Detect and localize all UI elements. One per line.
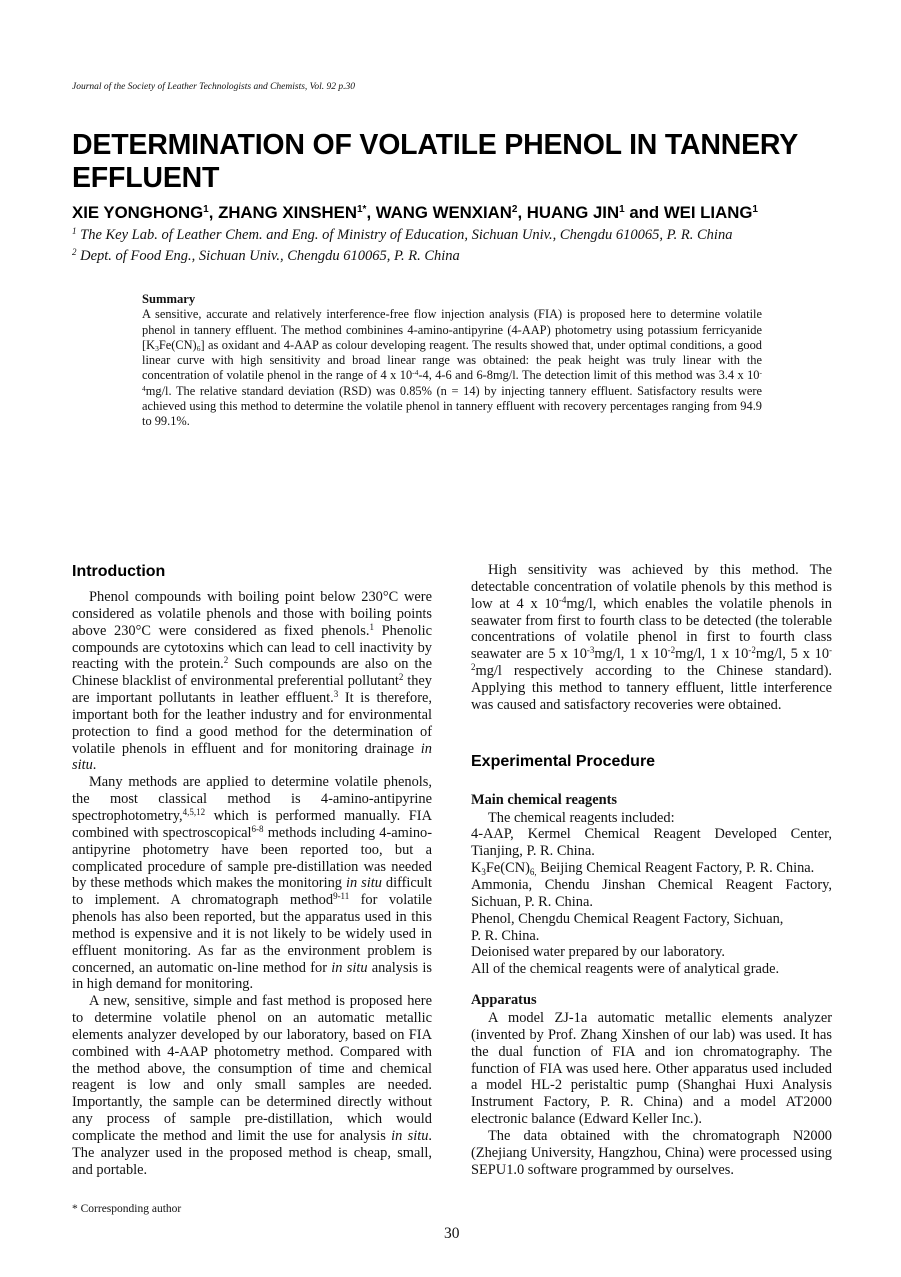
author-name: WEI LIANG [663, 203, 753, 222]
text-run: mg/l, 1 x 10 [594, 646, 668, 663]
text-run: Fe(CN) [158, 337, 197, 352]
text-run: Phenolic compounds are cytotoxins which can lead to cell inactivity by reacting with the protein. [72, 622, 432, 673]
left-column [72, 562, 432, 1179]
subscript: 6 [196, 343, 201, 353]
apparatus-paragraph-1: A model ZJ-1a automatic metallic elements analyzer (invented by Prof. Zhang Xinshen of our lab) was used. It has the dual function of FIA and ion chromatography. The function of FIA was used here. Other apparatus used included a model HL-2 peristaltic pump (Shanghai Huxi Analysis Instrument Factory, P. R. China) and a model AT2000 electronic balance (Edward Keller Inc.). [471, 1010, 832, 1128]
text-run: Phenol compounds with boiling point below 230°C were considered as volatile phenols and those with boiling points above 230°C were considered as fixed phenols. [72, 589, 432, 639]
author-affiliation-mark: 2 [511, 204, 518, 215]
superscript: -2 [667, 645, 676, 656]
text-run: -4, 4-6 and 6-8mg/l. The detection limit of this method was 3.4 x 10 [418, 368, 760, 383]
reagents-heading: Main chemical reagents [471, 791, 618, 808]
text-run: difficult to implement. A chromatograph method [72, 875, 432, 909]
text-run: ] as oxidant and 4-AAP as colour developing reagent. The results showed that, under optimal conditions, a good linear curve with high sensitivity and broad linear range was obtained: the peak height was truly linear with the concentration of volatile phenol in the range of 4 x 10 [142, 337, 762, 383]
text-run: mg/l. The relative standard deviation (RSD) was 0.85% (n = 14) by injecting tannery effluent. Satisfactory results were achieved using this method to determine the volatile phenol in tannery effluent with recovery percentages ranging from 94.9 to 99.1%. [142, 383, 762, 429]
text-run: mg/l respectively according to the Chinese standard). Applying this method to tannery effluent, little interference was caused and satisfactory recoveries were obtained. [471, 663, 832, 713]
apparatus-heading: Apparatus [471, 992, 537, 1009]
text-run: It is therefore, important both for the leather industry and for environmental protection to find a good method for the determination of volatile phenols in effluent and for monitoring drainage [72, 690, 432, 757]
text-run: A sensitive, accurate and relatively interference-free flow injection analysis (FIA) is proposed here to determine volatile phenol in tannery effluent. The method combinines 4-amino-antipyrine (4-AAP) photometry using potassium ferricyanide [K [142, 307, 762, 352]
text-run: High sensitivity was achieved by this method. The detectable concentration of volatile phenols by this method is low at 4 x 10 [471, 562, 832, 612]
superscript: -2 [471, 645, 833, 673]
italic-term: in situ [391, 1128, 429, 1144]
summary-text [142, 307, 762, 429]
subscript: 6, [529, 867, 537, 878]
subscript: 3 [481, 867, 486, 878]
text-run: Such compounds are also on the Chinese blacklist of environmental preferential pollutant [72, 656, 432, 690]
affiliation-text: The Key Lab. of Leather Chem. and Eng. of Ministry of Education, Sichuan Univ., Chengdu 610065, P. R. China [76, 227, 733, 243]
text-run: which is performed manually. FIA combined with spectroscopical [72, 807, 432, 841]
superscript: -3 [586, 645, 595, 656]
text-run: they are important pollutants in leather effluent. [72, 673, 433, 707]
reagent-item: Deionised water prepared by our laboratory. [471, 944, 725, 961]
text-run: mg/l, which enables the volatile phenols in seawater from first to fourth class to be detected (the tolerable concentrations of volatile phenol in first to fourth class seawater are 5 x 10 [471, 595, 832, 663]
text-run: A new, sensitive, simple and fast method is proposed here to determine volatile phenol on an automatic metallic elements analyzer developed by our laboratory, based on FIA combined with 4-AAP photometry method. Compared with the method above, the consumption of time and chemical reagent is low and only small samples are needed. Importantly, the sample can be determined directly without any process of sample pre-distillation, which would complicate the method and limit the use for analysis [72, 993, 432, 1144]
experimental-heading: Experimental Procedure [471, 752, 656, 770]
author-affiliation-mark: 1 [203, 204, 209, 215]
author-name: HUANG JIN [526, 203, 620, 222]
introduction-heading: Introduction [72, 563, 166, 580]
text-run: for volatile phenols has also been reported, but the apparatus used in this method is expensive and it is not likely to be widely used in effluent monitoring. As far as the environment problem is concerned, an automatic on-line method for [72, 892, 432, 976]
affiliation-1 [72, 227, 732, 244]
subscript: 3 [155, 343, 159, 353]
citation-ref: 3 [333, 689, 339, 700]
text-run: Fe(CN) [485, 860, 530, 877]
author-name: XIE YONGHONG [72, 203, 204, 222]
italic-term: in situ [345, 875, 382, 892]
affiliation-text: Dept. of Food Eng., Sichuan Univ., Chengdu 610065, P. R. China [76, 248, 460, 264]
intro-paragraph-3 [72, 993, 432, 1178]
intro-paragraph-4 [471, 562, 832, 714]
citation-ref: 6-8 [251, 823, 264, 834]
citation-ref: 2 [398, 672, 404, 683]
affiliation-mark: 1 [72, 226, 77, 236]
italic-term: in situ [331, 959, 368, 976]
text-run: Phenol, Chengdu Chemical Reagent Factory, Sichuan, [471, 910, 784, 927]
author-separator: , [208, 203, 219, 222]
summary-block [142, 292, 762, 430]
author-affiliation-mark: 1 [752, 204, 758, 215]
author-separator: , [366, 203, 376, 222]
citation-ref: 1 [369, 621, 374, 632]
reagent-item [471, 911, 832, 945]
citation-ref: 2 [223, 655, 229, 666]
author-name: WANG WENXIAN [375, 203, 512, 222]
text-run: . The analyzer used in the proposed method is cheap, small, and portable. [72, 1128, 433, 1178]
author-affiliation-mark: 1* [356, 204, 367, 215]
affiliation-2 [72, 248, 460, 265]
affiliation-mark: 2 [72, 247, 77, 257]
reagents-intro: The chemical reagents included: [488, 809, 675, 826]
author-name: ZHANG XINSHEN [218, 203, 357, 222]
italic-term: in situ [72, 740, 432, 774]
superscript: -4 [558, 594, 567, 605]
text-run: methods including 4-amino-antipyrine photometry have been reported too, but a complicated procedure of sample pre-distillation was needed by these methods which makes the monitoring [72, 824, 433, 892]
text-run: Beijing Chemical Reagent Factory, P. R. China. [536, 860, 815, 877]
reagent-item [471, 860, 832, 877]
intro-paragraph-2 [72, 774, 432, 993]
citation-ref: 9-11 [333, 891, 350, 902]
superscript: -2 [748, 645, 756, 656]
text-run: mg/l, 5 x 10 [755, 646, 830, 663]
apparatus-paragraph-2: The data obtained with the chromatograph N2000 (Zhejiang University, Hangzhou, China) were processed using SEPU1.0 software programmed by ourselves. [471, 1127, 832, 1178]
text-run: . [92, 757, 97, 774]
corresponding-author-footnote: * Corresponding author [72, 1203, 182, 1215]
text-run: mg/l, 1 x 10 [675, 646, 749, 663]
article-title: DETERMINATION OF VOLATILE PHENOL IN TANNERY EFFLUENT [72, 129, 798, 194]
reagent-item: Ammonia, Chendu Jinshan Chemical Reagent Factory, Sichuan, P. R. China. [471, 876, 832, 910]
citation-ref: 4,5,12 [182, 806, 206, 817]
text-run: K [471, 860, 482, 877]
superscript: -4 [412, 368, 419, 378]
text-run: P. R. China. [471, 927, 540, 944]
author-separator: and [624, 203, 664, 222]
author-affiliation-mark: 1 [619, 204, 625, 215]
page-number: 30 [444, 1225, 460, 1242]
summary-heading: Summary [142, 292, 196, 306]
intro-paragraph-1 [72, 589, 432, 774]
text-run: Many methods are applied to determine volatile phenols, the most classical method is 4-amino-antipyrine spectrophotometry, [72, 774, 432, 824]
right-column [471, 562, 832, 1178]
reagent-item: All of the chemical reagents were of analytical grade. [471, 961, 780, 978]
author-separator: , [517, 203, 527, 222]
running-head: Journal of the Society of Leather Technologists and Chemists, Vol. 92 p.30 [72, 82, 356, 92]
author-list [72, 203, 758, 223]
reagent-item: 4-AAP, Kermel Chemical Reagent Developed Center, Tianjing, P. R. China. [471, 826, 832, 860]
superscript: -4 [142, 368, 762, 393]
text-run: analysis is in high demand for monitoring. [72, 959, 432, 993]
